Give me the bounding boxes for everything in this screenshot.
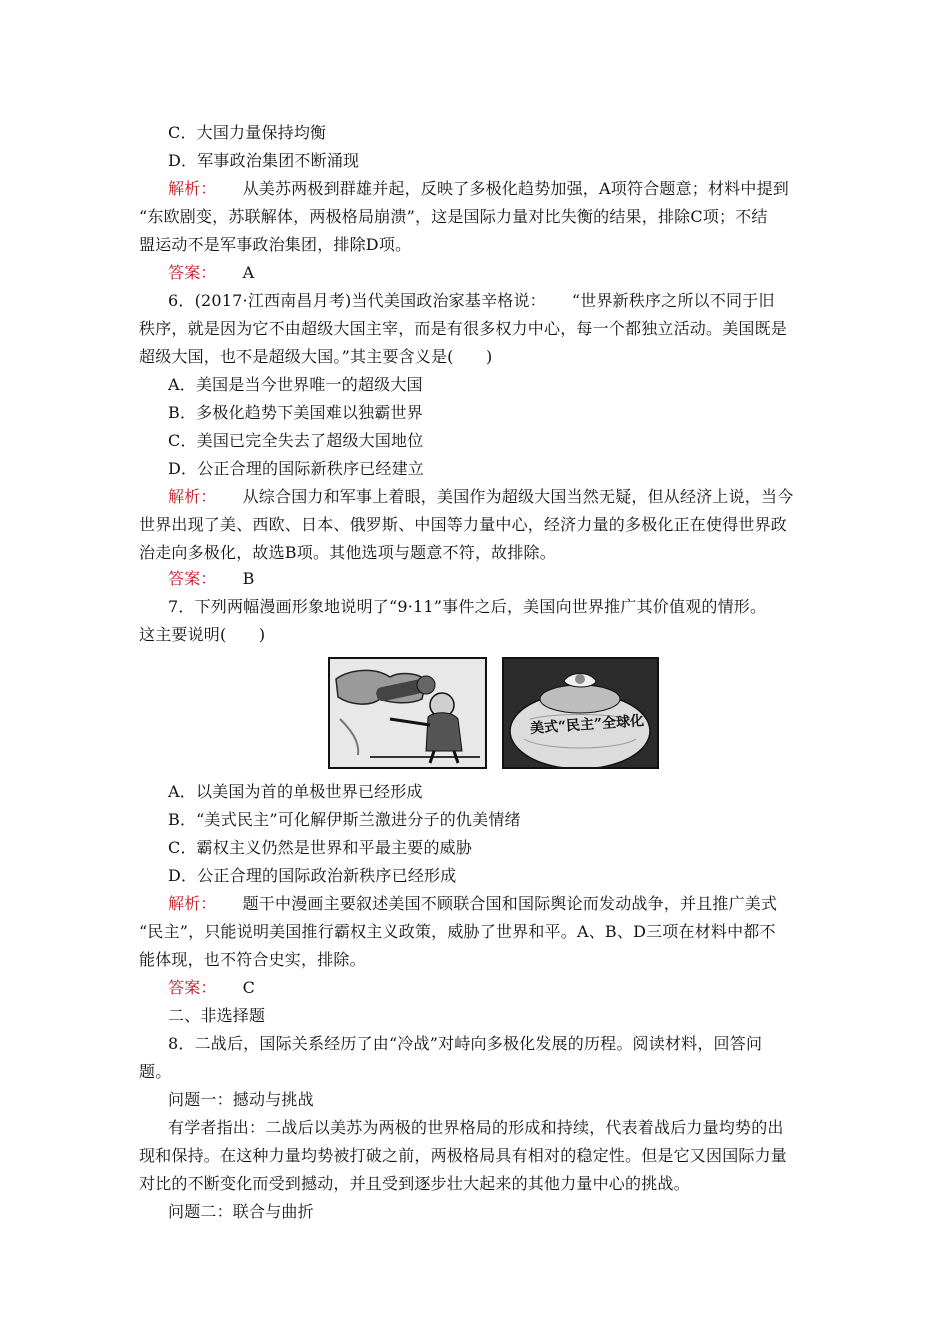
q8-issue-1: 问题一：撼动与挑战 xyxy=(168,1090,314,1109)
q5-analysis-line-3: 盟运动不是军事政治集团，排除D项。 xyxy=(139,235,412,254)
q7-option-b: B．“美式民主”可化解伊斯兰激进分子的仇美情绪 xyxy=(168,810,521,829)
cartoon-caption: 美式“民主”全球化 xyxy=(529,713,645,737)
q6-stem-line-1 xyxy=(168,291,775,311)
q5-analysis-line-2: “东欧剧变，苏联解体，两极格局崩溃”，这是国际力量对比失衡的结果，排除C项；不结 xyxy=(139,207,768,226)
q7-stem-line-1: 7．下列两幅漫画形象地说明了“9·11”事件之后，美国向世界推广其价值观的情形。 xyxy=(168,597,767,616)
q8-material-line-3: 对比的不断变化而受到撼动，并且受到逐步壮大起来的其他力量中心的挑战。 xyxy=(139,1174,690,1193)
cartoon-left-drawing xyxy=(330,659,485,767)
q6-option-d: D．公正合理的国际新秩序已经建立 xyxy=(168,459,425,478)
q8-stem-line-1: 8．二战后，国际关系经历了由“冷战”对峙向多极化发展的历程。阅读材料，回答问 xyxy=(168,1034,763,1053)
cartoon-left-image xyxy=(328,657,487,769)
analysis-text: 从美苏两极到群雄并起，反映了多极化趋势加强，A项符合题意；材料中提到 xyxy=(242,179,789,198)
q8-issue-2: 问题二：联合与曲折 xyxy=(168,1202,314,1221)
answer-value: A xyxy=(242,263,255,282)
q7-option-c: C．霸权主义仍然是世界和平最主要的威胁 xyxy=(168,838,473,857)
analysis-label: 解析： xyxy=(168,894,217,913)
answer-label: 答案： xyxy=(168,978,217,997)
q6-stem-part-a: 6．(2017·江西南昌月考)当代美国政治家基辛格说： xyxy=(168,291,546,310)
q7-stem-line-2: 这主要说明( ) xyxy=(139,625,266,644)
q6-option-a: A．美国是当今世界唯一的超级大国 xyxy=(168,375,423,394)
q6-analysis-line-2: 世界出现了美、西欧、日本、俄罗斯、中国等力量中心，经济力量的多极化正在使得世界政 xyxy=(139,515,788,534)
q6-option-b: B．多极化趋势下美国难以独霸世界 xyxy=(168,403,423,422)
q7-analysis-line xyxy=(168,894,777,914)
analysis-text: 从综合国力和军事上着眼，美国作为超级大国当然无疑，但从经济上说，当今 xyxy=(242,487,794,506)
q5-analysis-line xyxy=(168,179,789,199)
analysis-label: 解析： xyxy=(168,179,217,198)
q7-option-d: D．公正合理的国际政治新秩序已经形成 xyxy=(168,866,457,885)
q6-stem-part-b: “世界新秩序之所以不同于旧 xyxy=(571,291,775,310)
cartoon-right-image xyxy=(502,657,659,769)
q7-option-a: A．以美国为首的单极世界已经形成 xyxy=(168,782,423,801)
section-heading: 二、非选择题 xyxy=(168,1006,266,1025)
q7-analysis-line-2: “民主”，只能说明美国推行霸权主义政策，威胁了世界和平。A、B、D三项在材料中都不 xyxy=(139,922,776,941)
q7-analysis-line-3: 能体现，也不符合史实，排除。 xyxy=(139,950,366,969)
answer-value: C xyxy=(242,978,256,997)
q8-material-line-1: 有学者指出：二战后以美苏为两极的世界格局的形成和持续，代表着战后力量均势的出 xyxy=(168,1118,784,1137)
q6-analysis-line-3: 治走向多极化，故选B项。其他选项与题意不符，故排除。 xyxy=(139,543,556,562)
q5-option-d: D．军事政治集团不断涌现 xyxy=(168,151,360,170)
q6-stem-line-2: 秩序，就是因为它不由超级大国主宰，而是有很多权力中心，每一个都独立活动。美国既是 xyxy=(139,319,788,338)
q6-answer-line xyxy=(168,569,255,589)
answer-label: 答案： xyxy=(168,569,217,588)
q8-material-line-2: 现和保持。在这种力量均势被打破之前，两极格局具有相对的稳定性。但是它又因国际力量 xyxy=(139,1146,788,1165)
analysis-text: 题干中漫画主要叙述美国不顾联合国和国际舆论而发动战争，并且推广美式 xyxy=(242,894,778,913)
q6-stem-line-3: 超级大国，也不是超级大国。”其主要含义是( ) xyxy=(139,347,493,366)
q6-option-c: C．美国已完全失去了超级大国地位 xyxy=(168,431,424,450)
answer-value: B xyxy=(242,569,255,588)
q7-answer-line xyxy=(168,978,255,998)
q8-stem-line-2: 题。 xyxy=(139,1062,172,1081)
q5-option-c: C．大国力量保持均衡 xyxy=(168,123,327,142)
q5-answer-line xyxy=(168,263,254,283)
answer-label: 答案： xyxy=(168,263,217,282)
q6-analysis-line xyxy=(168,487,793,507)
analysis-label: 解析： xyxy=(168,487,217,506)
